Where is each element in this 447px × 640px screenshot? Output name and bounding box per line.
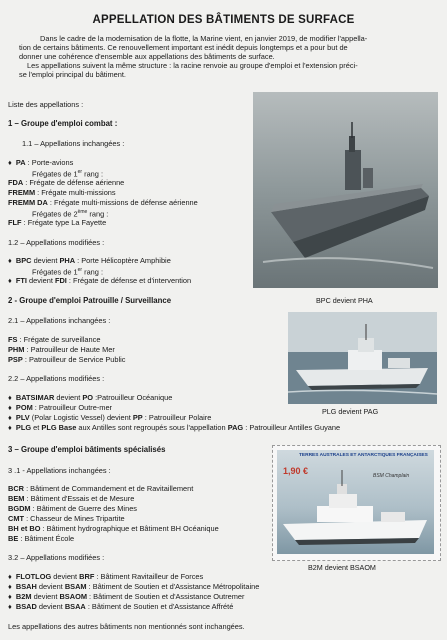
entry-bpc: ♦ BPC devient PHA : Porte Hélicoptère Amphibie bbox=[8, 256, 171, 265]
intro-line-2: tion de certains bâtiments. Ce renouvellement important est inédit depuis longtemps et a pour but de bbox=[19, 43, 348, 52]
stamp-image bbox=[277, 450, 434, 554]
entry-psp: PSP : Patrouilleur de Service Public bbox=[8, 355, 126, 364]
entry-be: BE : Bâtiment École bbox=[8, 534, 75, 543]
group3-sub2: 3.2 – Appellations modifiées : bbox=[8, 553, 105, 562]
bullet-icon: ♦ bbox=[8, 423, 12, 432]
bullet-icon: ♦ bbox=[8, 582, 12, 591]
entry-bh-bo: BH et BO : Bâtiment hydrographique et Bâtiment BH Océanique bbox=[8, 524, 219, 533]
entry-bsah: ♦ BSAH devient BSAM : Bâtiment de Soutien et d'Assistance Métropolitaine bbox=[8, 582, 260, 591]
stamp-ship-name: BSM Champlain bbox=[373, 473, 410, 479]
group2-heading: 2 - Groupe d'emploi Patrouille / Surveillance bbox=[8, 296, 172, 305]
entry-plg: ♦ PLG et PLG Base aux Antilles sont regroupés sous l'appellation PAG : Patrouilleur Antilles Guyane bbox=[8, 423, 341, 432]
entry-pa: ♦ PA : Porte-avions bbox=[8, 158, 74, 167]
entry-fremm: FREMM : Frégate multi-missions bbox=[8, 188, 116, 197]
ship-pag-image bbox=[288, 312, 437, 404]
group1-sub2: 1.2 – Appellations modifiées : bbox=[8, 238, 105, 247]
group3-sub1: 3 .1 - Appellations inchangées : bbox=[8, 466, 111, 475]
group1-heading: 1 – Groupe d'emploi combat : bbox=[8, 119, 118, 128]
entry-fda: FDA : Frégate de défense aérienne bbox=[8, 178, 125, 187]
entry-flotlog: ♦ FLOTLOG devient BRF : Bâtiment Ravitailleur de Forces bbox=[8, 572, 204, 581]
frigates-rank1-label: Frégates de 1er rang : bbox=[32, 169, 104, 179]
bullet-icon: ♦ bbox=[8, 572, 12, 581]
entry-batsimar: ♦ BATSIMAR devient PO :Patrouilleur Océanique bbox=[8, 393, 173, 402]
frigates-rank1b-label: Frégates de 1er rang : bbox=[32, 267, 104, 277]
bullet-icon: ♦ bbox=[8, 413, 12, 422]
bullet-icon: ♦ bbox=[8, 403, 12, 412]
bullet-icon: ♦ bbox=[8, 592, 12, 601]
entry-flf: FLF : Frégate type La Fayette bbox=[8, 218, 107, 227]
bullet-icon: ♦ bbox=[8, 256, 12, 265]
caption-photo1: BPC devient PHA bbox=[316, 296, 373, 305]
entry-bsad: ♦ BSAD devient BSAA : Bâtiment de Soutien et d'Assistance Affrété bbox=[8, 602, 234, 611]
entry-bgdm: BGDM : Bâtiment de Guerre des Mines bbox=[8, 504, 137, 513]
list-heading: Liste des appellations : bbox=[8, 100, 84, 109]
bullet-icon: ♦ bbox=[8, 276, 12, 285]
entry-phm: PHM : Patrouilleur de Haute Mer bbox=[8, 345, 115, 354]
entry-fti: ♦ FTI devient FDI : Frégate de défense et d'intervention bbox=[8, 276, 192, 285]
stamp-value: 1,90 € bbox=[283, 466, 309, 476]
entry-b2m: ♦ B2M devient BSAOM : Bâtiment de Soutien et d'Assistance Outremer bbox=[8, 592, 245, 601]
footer-note: Les appellations des autres bâtiments non mentionnés sont inchangées. bbox=[8, 622, 245, 631]
bullet-icon: ♦ bbox=[8, 393, 12, 402]
entry-pom: ♦ POM : Patrouilleur Outre-mer bbox=[8, 403, 113, 412]
entry-bcr: BCR : Bâtiment de Commandement et de Ravitaillement bbox=[8, 484, 194, 493]
entry-fremm-da: FREMM DA : Frégate multi-missions de défense aérienne bbox=[8, 198, 198, 207]
ship-pha-image bbox=[253, 92, 438, 288]
group2-sub2: 2.2 – Appellations modifiées : bbox=[8, 374, 105, 383]
photo-pha-ship bbox=[253, 92, 438, 288]
intro-line-1: Dans le cadre de la modernisation de la flotte, la Marine vient, en janvier 2019, de modifier l'appella- bbox=[40, 34, 368, 43]
intro-line-5: se l'emploi principal du bâtiment. bbox=[19, 70, 126, 79]
page-title: APPELLATION DES BÂTIMENTS DE SURFACE bbox=[92, 14, 355, 26]
intro-line-3: donner une cohérence d'ensemble aux appellations des bâtiments de surface. bbox=[19, 52, 275, 61]
frigates-rank2-label: Frégates de 2ème rang : bbox=[32, 209, 109, 219]
stamp-bsaom bbox=[272, 445, 441, 561]
entry-fs: FS : Frégate de surveillance bbox=[8, 335, 101, 344]
photo-pag-ship bbox=[288, 312, 437, 404]
caption-photo3: B2M devient BSAOM bbox=[308, 563, 376, 572]
bullet-icon: ♦ bbox=[8, 602, 12, 611]
group3-heading: 3 – Groupe d'emploi bâtiments spécialisés bbox=[8, 445, 166, 454]
entry-bem: BEM : Bâtiment d'Essais et de Mesure bbox=[8, 494, 135, 503]
entry-plv: ♦ PLV (Polar Logistic Vessel) devient PP : Patrouilleur Polaire bbox=[8, 413, 212, 422]
group2-sub1: 2.1 – Appellations inchangées : bbox=[8, 316, 111, 325]
entry-cmt: CMT : Chasseur de Mines Tripartite bbox=[8, 514, 125, 523]
caption-photo2: PLG devient PAG bbox=[322, 407, 379, 416]
bullet-icon: ♦ bbox=[8, 158, 12, 167]
stamp-country: TERRES AUSTRALES ET ANTARCTIQUES FRANÇAISES bbox=[299, 453, 428, 458]
intro-line-4: Les appellations suivent la même structure : la racine renvoie au groupe d'emploi et l'extension préci- bbox=[27, 61, 358, 70]
group1-sub1: 1.1 – Appellations inchangées : bbox=[22, 139, 125, 148]
